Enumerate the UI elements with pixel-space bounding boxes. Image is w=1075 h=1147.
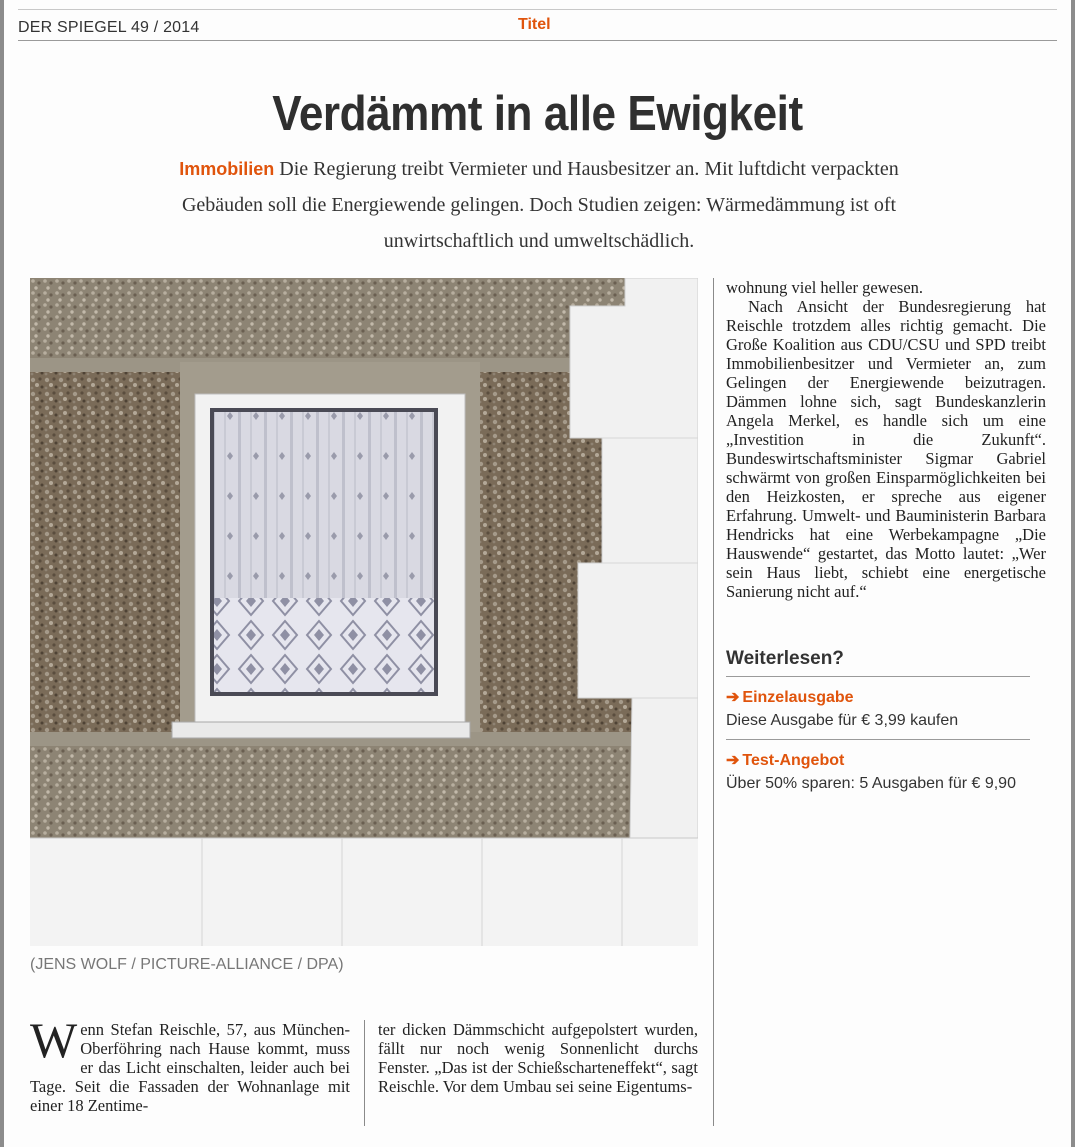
drop-cap: W [30,1012,78,1068]
header-top-rule [18,9,1057,10]
header-bottom-rule [18,40,1057,41]
column-divider-bottom [364,1020,365,1126]
offer-single-issue[interactable] [726,677,1030,740]
article-lead [154,151,924,259]
read-more-box [726,648,1030,802]
col3-paragraph-2: Nach Ansicht der Bundesregierung hat Reischle trotzdem alles richtig gemacht. Die Große Koalition aus CDU/CSU und SPD treibt Immobilienbesitzer und Vermieter an, zum Gelingen der Energiewende beizutragen. Dämmen lohne sich, sagt Bundeskanzlerin Angela Merkel, es handle sich um eine „Investition in die Zukunft“. Bundeswirtschaftsminister Sigmar Gabriel schwärmt von großen Einsparmöglichkeiten bei den Heizkosten, er spreche aus eigener Erfahrung. Umwelt- und Bauministerin Barbara Hendricks hat eine Werbekampagne „Die Hauswende“ gestartet, das Motto lautet: „Wer sein Haus liebt, schiebt eine energetische Sanierung nicht auf.“ [726,297,1046,601]
arrow-right-icon: ➔ [726,689,740,706]
offer-single-text: Diese Ausgabe für € 3,99 kaufen [726,712,959,729]
article-photo[interactable] [30,278,698,946]
masthead: DER SPIEGEL 49 / 2014 [18,19,200,36]
section-label[interactable]: Titel [518,16,551,33]
offer-trial[interactable] [726,740,1030,802]
article-headline: Verdämmt in alle Ewigkeit [272,87,803,141]
offer-trial-text: Über 50% sparen: 5 Ausgaben für € 9,90 [726,775,1016,792]
facade-window-photo [30,278,698,946]
body-column-3 [726,278,1046,601]
col3-paragraph-1: wohnung viel heller gewesen. [726,278,924,297]
arrow-right-icon: ➔ [726,752,740,769]
col1-text: enn Stefan Reischle, 57, aus München-Oberföhring nach Hause kommt, muss er das Licht einschalten, leider auch bei Tage. Seit die Fassaden der Wohnanlage mit einer 18 Zentime- [30,1020,350,1115]
read-more-title: Weiterlesen? [726,648,1030,677]
col2-text: ter dicken Dämmschicht aufgepolstert wurden, fällt nur noch wenig Sonnenlicht durchs Fenster. „Das ist der Schießscharteneffekt“, sagt Reischle. Vor dem Umbau sei seine Eigentums- [378,1020,698,1096]
offer-trial-title[interactable]: Test-Angebot [742,752,845,769]
lead-text: Die Regierung treibt Vermieter und Hausbesitzer an. Mit luftdicht verpackten Gebäuden soll die Energiewende gelingen. Doch Studien zeigen: Wärmedämmung ist oft unwirtschaftlich und umweltschädlich. [181,158,899,252]
photo-credit: (JENS WOLF / PICTURE-ALLIANCE / DPA) [30,956,344,973]
offer-single-title[interactable]: Einzelausgabe [742,689,854,706]
body-column-1 [30,1012,350,1115]
body-column-2 [378,1020,698,1096]
article-kicker: Immobilien [179,159,275,179]
column-divider-main [713,278,714,1126]
magazine-page [4,0,1071,1147]
